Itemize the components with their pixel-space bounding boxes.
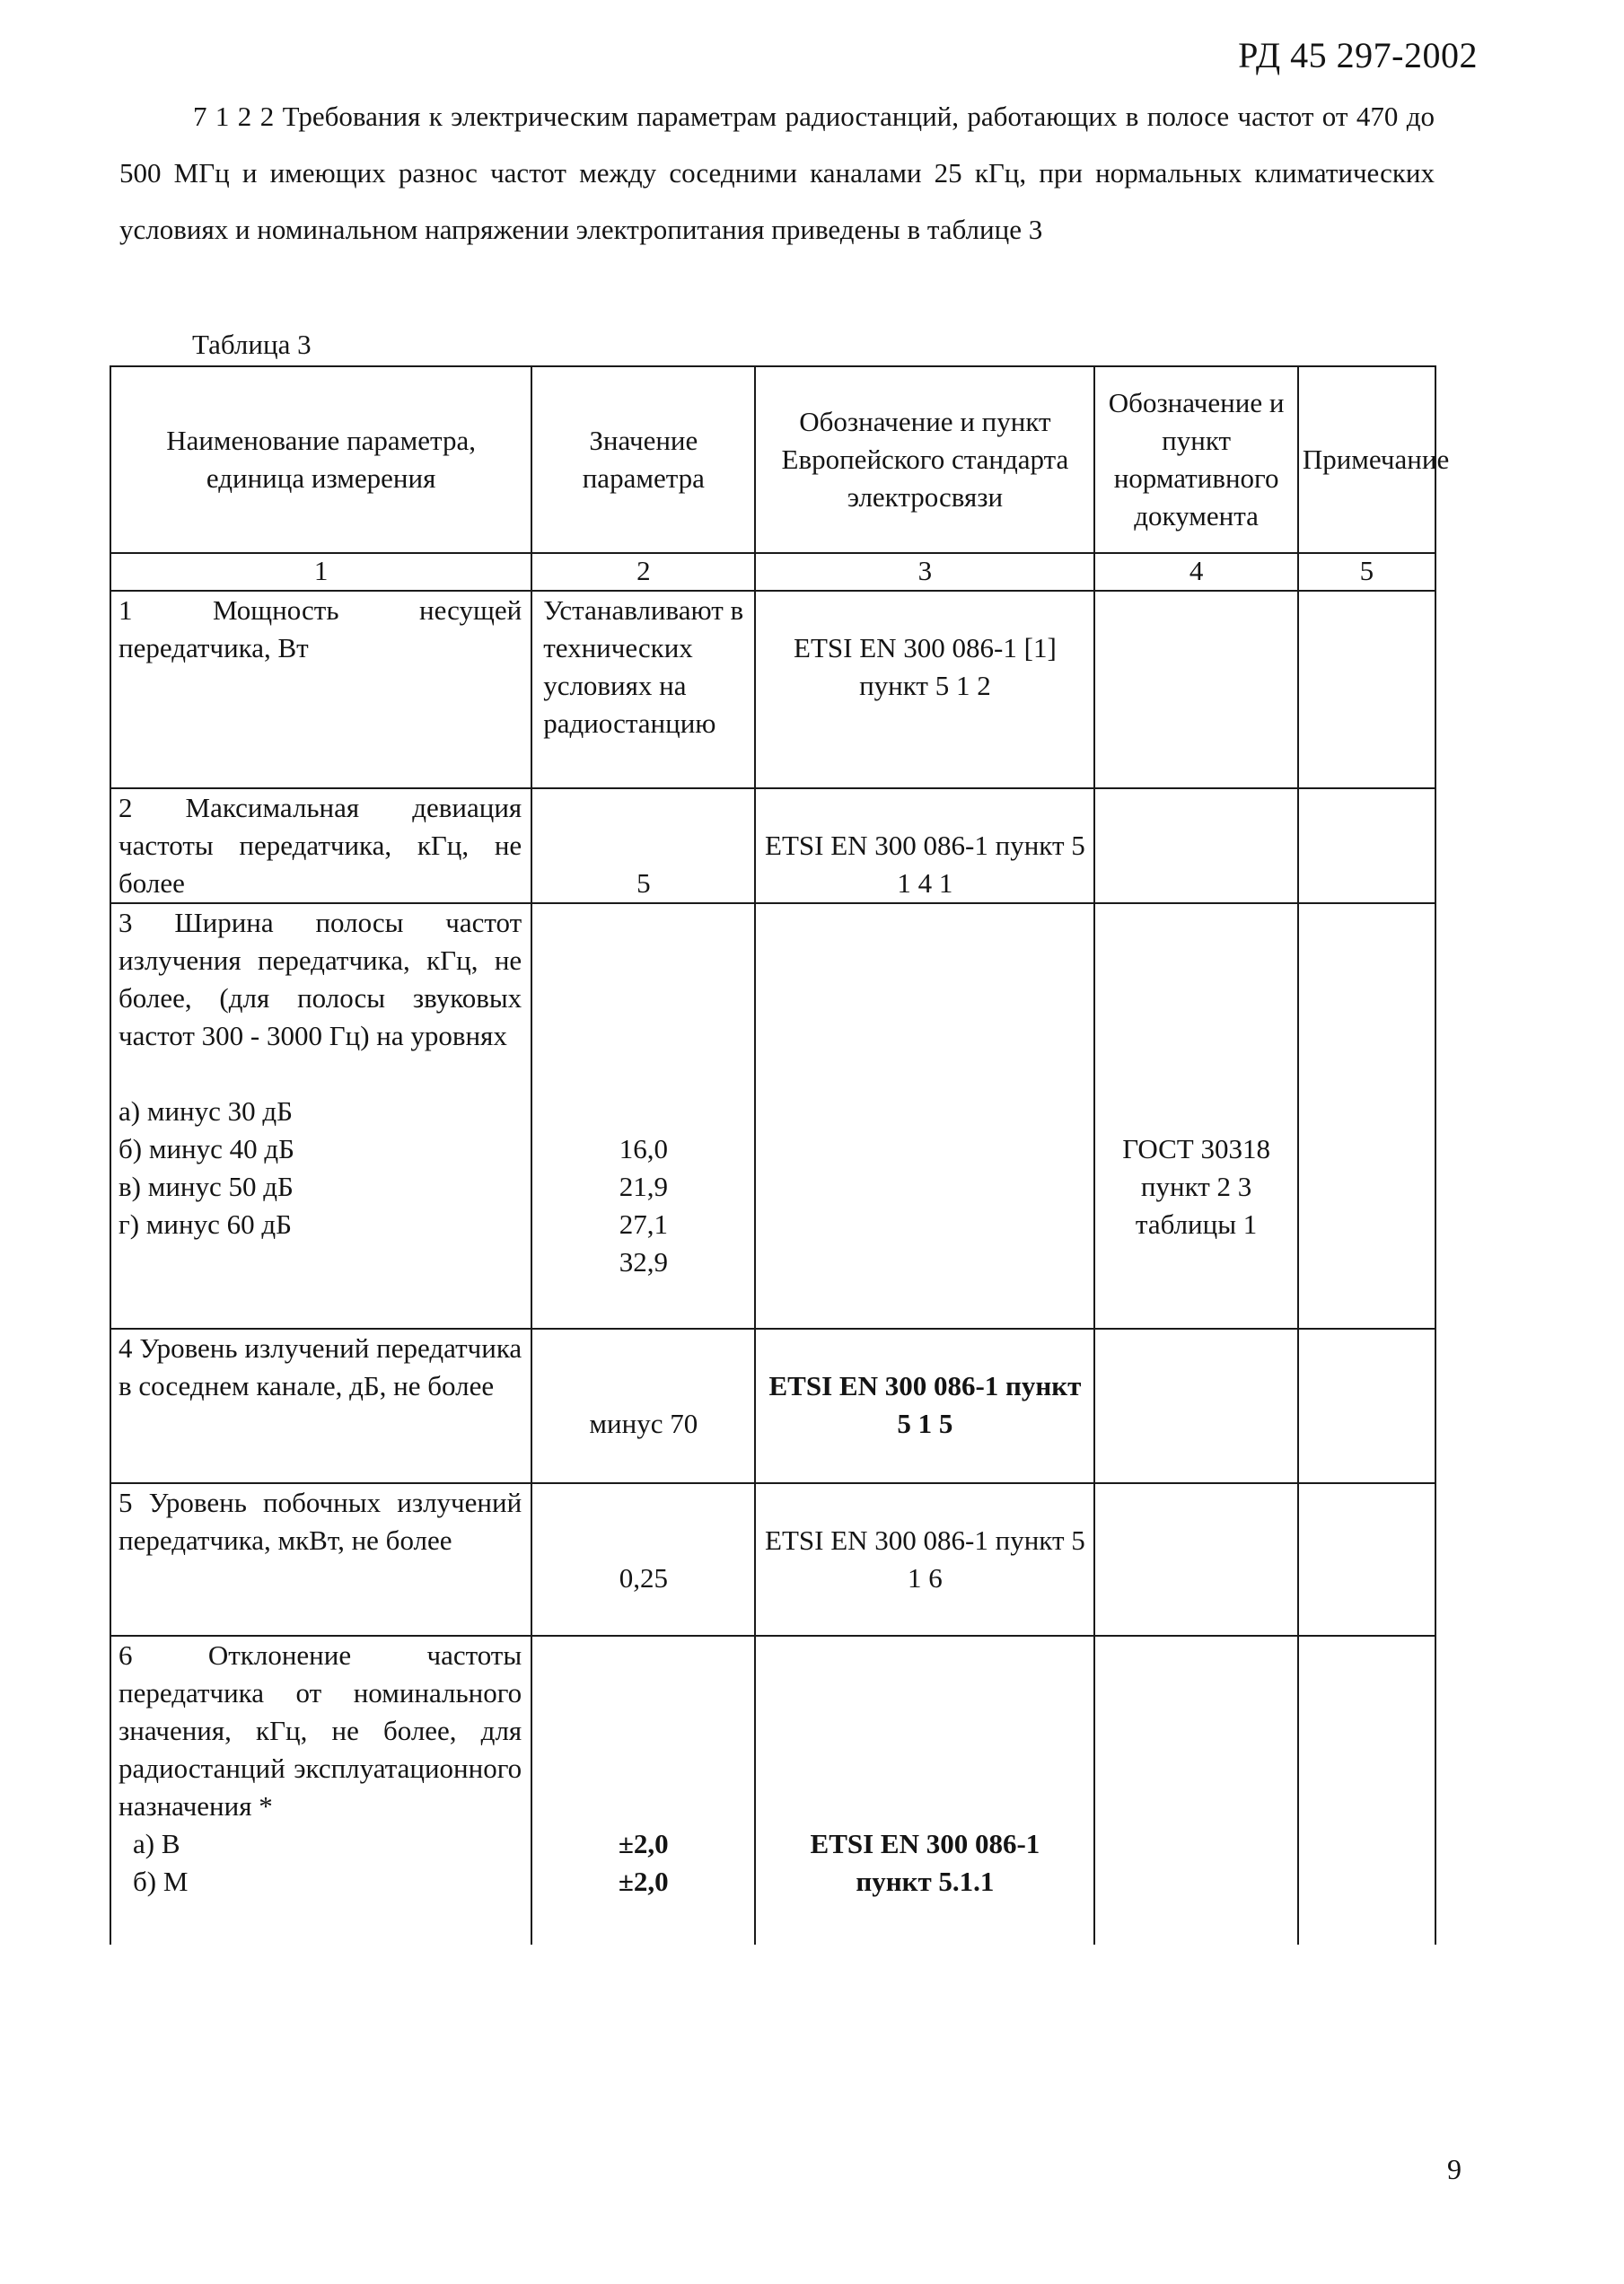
table-row <box>110 1636 1435 1945</box>
parameter-name-cell <box>110 903 531 1329</box>
header-parameter-value: Значение параметра <box>531 366 755 553</box>
table-header-row <box>110 366 1435 553</box>
standard-reference <box>755 903 1094 1329</box>
parameter-values <box>531 903 755 1329</box>
parameter-name: 3 Ширина полосы частот излучения передатчика, кГц, не более, (для полосы звуковых частот 300 - 3000 Гц) на уровнях <box>119 907 522 1051</box>
purpose-item: а) В <box>133 1828 180 1859</box>
header-normative-document: Обозначение и пункт нормативного документа <box>1094 366 1297 553</box>
clause-number: 7 1 2 2 <box>193 101 275 132</box>
table-row <box>110 1483 1435 1636</box>
table-caption: Таблица 3 <box>192 329 312 360</box>
level-value: 21,9 <box>619 1171 668 1202</box>
note-cell <box>1298 788 1435 903</box>
parameter-name: 2 Максимальная девиация частоты передатчика, кГц, не более <box>110 788 531 903</box>
intro-paragraph <box>119 88 1435 258</box>
standard-clause: пункт 5.1.1 <box>856 1866 995 1897</box>
parameter-name: 1 Мощность несущей передатчика, Вт <box>110 591 531 788</box>
normative-document <box>1094 1636 1297 1945</box>
column-number: 4 <box>1094 553 1297 591</box>
parameter-name: 5 Уровень побочных излучений передатчика, мкВт, не более <box>110 1483 531 1636</box>
parameter-value: 0,25 <box>531 1483 755 1636</box>
level-item: а) минус 30 дБ <box>119 1095 293 1127</box>
column-number-row <box>110 553 1435 591</box>
parameters-table <box>110 365 1450 1945</box>
normative-document <box>1094 1329 1297 1483</box>
standard-reference: ETSI EN 300 086-1 <box>810 1828 1040 1859</box>
document-number: РД 45 297-2002 <box>1238 35 1478 75</box>
normative-document <box>1094 788 1297 903</box>
parameter-value: 5 <box>531 788 755 903</box>
deviation-value: ±2,0 <box>618 1866 669 1897</box>
table-row <box>110 788 1435 903</box>
note-cell <box>1298 1636 1435 1945</box>
standard-reference: ETSI EN 300 086-1 пункт 5 1 5 <box>755 1329 1094 1483</box>
level-item: г) минус 60 дБ <box>119 1208 292 1240</box>
parameter-name: 6 Отклонение частоты передатчика от номинального значения, кГц, не более, для радиостанций эксплуатационного назначения * <box>119 1639 522 1822</box>
normative-document: ГОСТ 30318 пункт 2 3 таблицы 1 <box>1094 903 1297 1329</box>
level-value: 32,9 <box>619 1246 668 1278</box>
note-cell <box>1298 1483 1435 1636</box>
standard-reference: ETSI EN 300 086-1 [1] пункт 5 1 2 <box>755 591 1094 788</box>
deviation-value: ±2,0 <box>618 1828 669 1859</box>
level-value: 16,0 <box>619 1133 668 1164</box>
standard-reference: ETSI EN 300 086-1 пункт 5 1 4 1 <box>755 788 1094 903</box>
table-row <box>110 1329 1435 1483</box>
note-cell <box>1298 591 1435 788</box>
level-value: 27,1 <box>619 1208 668 1240</box>
header-parameter-name: Наименование параметра, единица измерения <box>110 366 531 553</box>
note-cell <box>1298 1329 1435 1483</box>
normative-document <box>1094 1483 1297 1636</box>
level-item: в) минус 50 дБ <box>119 1171 294 1202</box>
parameter-name-cell <box>110 1636 531 1945</box>
parameter-values <box>531 1636 755 1945</box>
standard-reference-cell <box>755 1636 1094 1945</box>
table-row <box>110 903 1435 1329</box>
normative-document <box>1094 591 1297 788</box>
intro-text: Требования к электрическим параметрам радиостанций, работающих в полосе частот от 470 до 500 МГц и имеющих разнос частот между соседними каналами 25 кГц, при нормальных климатических условиях и номинальном напряжении электропитания приведены в таблице 3 <box>119 101 1435 245</box>
column-number: 1 <box>110 553 531 591</box>
column-number: 5 <box>1298 553 1435 591</box>
column-number: 3 <box>755 553 1094 591</box>
parameter-name: 4 Уровень излучений передатчика в соседнем канале, дБ, не более <box>110 1329 531 1483</box>
column-number: 2 <box>531 553 755 591</box>
purpose-item: б) М <box>133 1866 189 1897</box>
level-item: б) минус 40 дБ <box>119 1133 294 1164</box>
header-european-standard: Обозначение и пункт Европейского стандарта электросвязи <box>755 366 1094 553</box>
parameter-value: минус 70 <box>531 1329 755 1483</box>
parameter-value: Устанавливают в технических условиях на радиостанцию <box>531 591 755 788</box>
level-list <box>119 1093 522 1243</box>
header-note: Примечание <box>1298 366 1435 553</box>
page-number: 9 <box>1447 2153 1462 2185</box>
standard-reference: ETSI EN 300 086-1 пункт 5 1 6 <box>755 1483 1094 1636</box>
table-row <box>110 591 1435 788</box>
note-cell <box>1298 903 1435 1329</box>
